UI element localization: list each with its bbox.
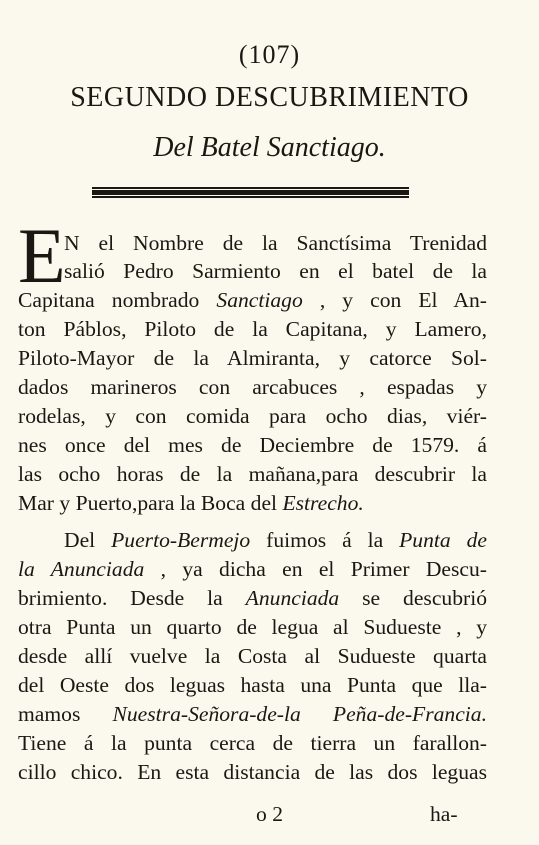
text-line: del Oeste dos leguas hasta una Punta que lla- [18,673,487,697]
text-line: las ocho horas de la mañana,para descubrir la [18,462,487,486]
text-line: Tiene á la punta cerca de tierra un farallon- [18,731,487,755]
catchword: ha- [430,802,458,826]
signature-mark: o 2 [256,802,283,826]
drop-cap: E [18,212,66,299]
text-line: ton Páblos, Piloto de la Capitana, y Lamero, [18,317,487,341]
text-line: desde allí vuelve la Costa al Sudueste quarta [18,644,487,668]
text-line: nes once del mes de Deciembre de 1579. á [18,433,487,457]
text-line: otra Punta un quarto de legua al Sudueste , y [18,615,487,639]
ornamental-rule [92,187,409,197]
text-line: brimiento. Desde la Anunciada se descubrió [18,586,487,610]
text-line: mamos Nuestra-Señora-de-la Peña-de-Francia. [18,702,487,726]
text-line: Piloto-Mayor de la Almiranta, y catorce Sol- [18,346,487,370]
text-line: cillo chico. En esta distancia de las dos leguas [18,760,487,784]
text-line: la Anunciada , ya dicha en el Primer Descu- [18,557,487,581]
text-line: Mar y Puerto,para la Boca del Estrecho. [18,491,364,515]
text-line: rodelas, y con comida para ocho dias, viér- [18,404,487,428]
text-line: Capitana nombrado Sanctiago , y con El An- [18,288,487,312]
text-line: Del Puerto-Bermejo fuimos á la Punta de [64,528,487,552]
text-line: salió Pedro Sarmiento en el batel de la [64,259,487,283]
chapter-title: SEGUNDO DESCUBRIMIENTO [70,82,469,113]
page-number: (107) [238,40,301,69]
text-line: N el Nombre de la Sanctísima Trenidad [64,231,487,255]
text-line: dados marineros con arcabuces , espadas y [18,375,487,399]
chapter-subtitle: Del Batel Sanctiago. [153,132,386,163]
